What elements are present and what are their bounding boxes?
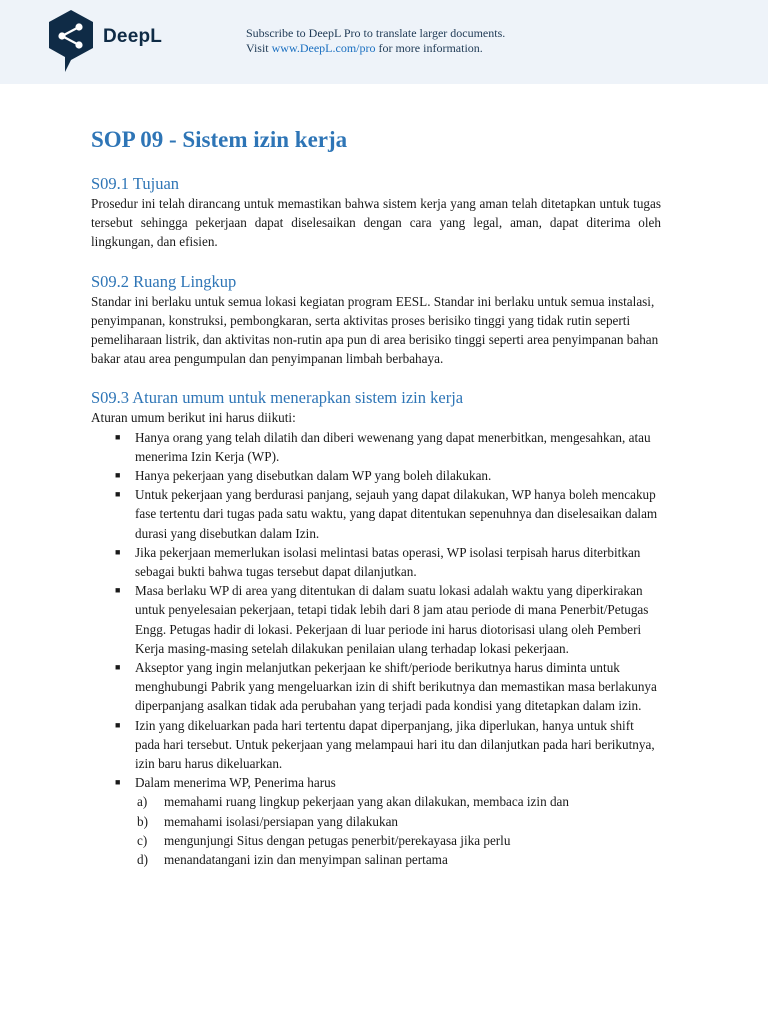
- list-item-text: Hanya orang yang telah dilatih dan diberi wewenang yang dapat menerbitkan, mengesahkan, atau menerima Izin Kerja (WP).: [135, 429, 651, 464]
- list-item-text: Akseptor yang ingin melanjutkan pekerjaan ke shift/periode berikutnya harus diminta untuk menghubungi Pabrik yang mengeluarkan izin di shift berikutnya dan memastikan masa berlakunya diperpanjang asalkan tidak ada perubahan yang terjadi pada kondisi yang ditetapkan dalam izin.: [135, 660, 657, 714]
- sub-item-text: menandatangani izin dan menyimpan salinan pertama: [164, 852, 448, 868]
- list-item: [91, 581, 661, 658]
- bullet-icon: ■: [115, 546, 121, 557]
- list-item-text: Masa berlaku WP di area yang ditentukan di dalam suatu lokasi adalah waktu yang diperkirakan untuk penyelesaian pekerjaan, tetapi tidak lebih dari 8 jam atau periode di mana Penerbit/Petugas Engg. Petugas hadir di lokasi. Pekerjaan di luar periode ini harus diotorisasi ulang oleh Pemberi Kerja masing-masing setelah dilakukan penilaian ulang terhadap lokasi pekerjaan.: [135, 583, 649, 656]
- list-item-text: Izin yang dikeluarkan pada hari tertentu dapat diperpanjang, jika diperlukan, hanya untuk shift pada hari tersebut. Untuk pekerjaan yang melampaui hari itu dan dilanjutkan pada hari berikutnya, izin baru harus dikeluarkan.: [135, 717, 655, 772]
- bullet-icon: ■: [115, 489, 121, 500]
- document-title: SOP 09 - Sistem izin kerja: [91, 127, 348, 152]
- list-item: [91, 428, 661, 466]
- bullet-icon: ■: [115, 470, 121, 481]
- sub-item-text: memahami isolasi/persiapan yang dilakukan: [164, 813, 399, 829]
- sub-item-marker: d): [137, 852, 148, 868]
- sub-item-marker: c): [137, 832, 148, 848]
- list-item: [91, 773, 661, 869]
- sub-item-marker: a): [137, 794, 148, 810]
- bullet-icon: ■: [115, 662, 121, 673]
- sub-list-item: [91, 850, 661, 869]
- sub-item-marker: b): [137, 813, 148, 829]
- bullet-icon: ■: [115, 719, 121, 730]
- section-heading-ruang-lingkup: S09.2 Ruang Lingkup: [91, 271, 237, 291]
- bullet-icon: ■: [115, 777, 121, 788]
- bullet-icon: ■: [115, 431, 121, 442]
- list-item: [91, 466, 661, 485]
- list-item: [91, 658, 661, 716]
- promo-line-1: Subscribe to DeepL Pro to translate larger documents.: [246, 26, 506, 40]
- list-item-text: Hanya pekerjaan yang disebutkan dalam WP yang boleh dilakukan.: [135, 468, 492, 484]
- list-item: [91, 485, 661, 543]
- list-item: [91, 716, 661, 774]
- section-text-ruang-lingkup: Standar ini berlaku untuk semua lokasi kegiatan program EESL. Standar ini berlaku untuk semua instalasi, penyimpanan, konstruksi, pembongkaran, serta aktivitas proses berisiko tinggi yang tidak rutin seperti pemeliharaan listrik, dan aktivitas non-rutin apa pun di area berisiko tinggi seperti area penyimpanan bahan bakar atau area pengumpulan dan penyimpanan limbah berbahaya.: [91, 293, 659, 367]
- list-item-text: Dalam menerima WP, Penerima harus: [135, 775, 336, 791]
- sub-list-item: [91, 812, 661, 831]
- receiver-duties-list: [91, 792, 661, 869]
- deepl-brand-name[interactable]: DeepL: [103, 26, 163, 47]
- sub-item-text: memahami ruang lingkup pekerjaan yang akan dilakukan, membaca izin dan: [164, 794, 570, 810]
- section-heading-aturan-umum: S09.3 Aturan umum untuk menerapkan sistem izin kerja: [91, 388, 464, 408]
- promo-suffix: for more information.: [375, 41, 483, 55]
- deepl-share-icon[interactable]: [47, 10, 95, 72]
- sub-list-item: [91, 792, 661, 811]
- bullet-icon: ■: [115, 585, 121, 596]
- section-heading-tujuan: S09.1 Tujuan: [91, 174, 180, 193]
- promo-prefix: Visit: [246, 41, 272, 55]
- deepl-pro-link[interactable]: www.DeepL.com/pro: [271, 41, 376, 55]
- rules-list: [91, 428, 661, 870]
- list-item-text: Untuk pekerjaan yang berdurasi panjang, sejauh yang dapat dilakukan, WP hanya boleh mencakup fase tertentu dari tugas pada satu waktu, yang dapat ditentukan sepenuhnya dan diselesaikan dalam durasi yang disebutkan dalam Izin.: [135, 487, 658, 541]
- deepl-banner: [0, 0, 768, 84]
- sub-item-text: mengunjungi Situs dengan petugas penerbit/perekayasa jika perlu: [164, 832, 511, 848]
- list-item: [91, 543, 661, 581]
- promo-line-2: [246, 41, 505, 56]
- rules-intro: Aturan umum berikut ini harus diikuti:: [91, 410, 296, 426]
- section-text-tujuan: Prosedur ini telah dirancang untuk memastikan bahwa sistem kerja yang aman telah ditetapkan untuk tugas tersebut sehingga pekerjaan dapat diselesaikan dengan cara yang legal, aman, dapat diterima oleh lingkungan, dan efisien.: [91, 196, 661, 250]
- promo-text: [246, 26, 505, 56]
- document-body: [91, 126, 661, 869]
- list-item-text: Jika pekerjaan memerlukan isolasi melintasi batas operasi, WP isolasi terpisah harus diterbitkan sebagai bukti bahwa tugas tersebut dapat dilanjutkan.: [135, 544, 641, 580]
- sub-list-item: [91, 831, 661, 850]
